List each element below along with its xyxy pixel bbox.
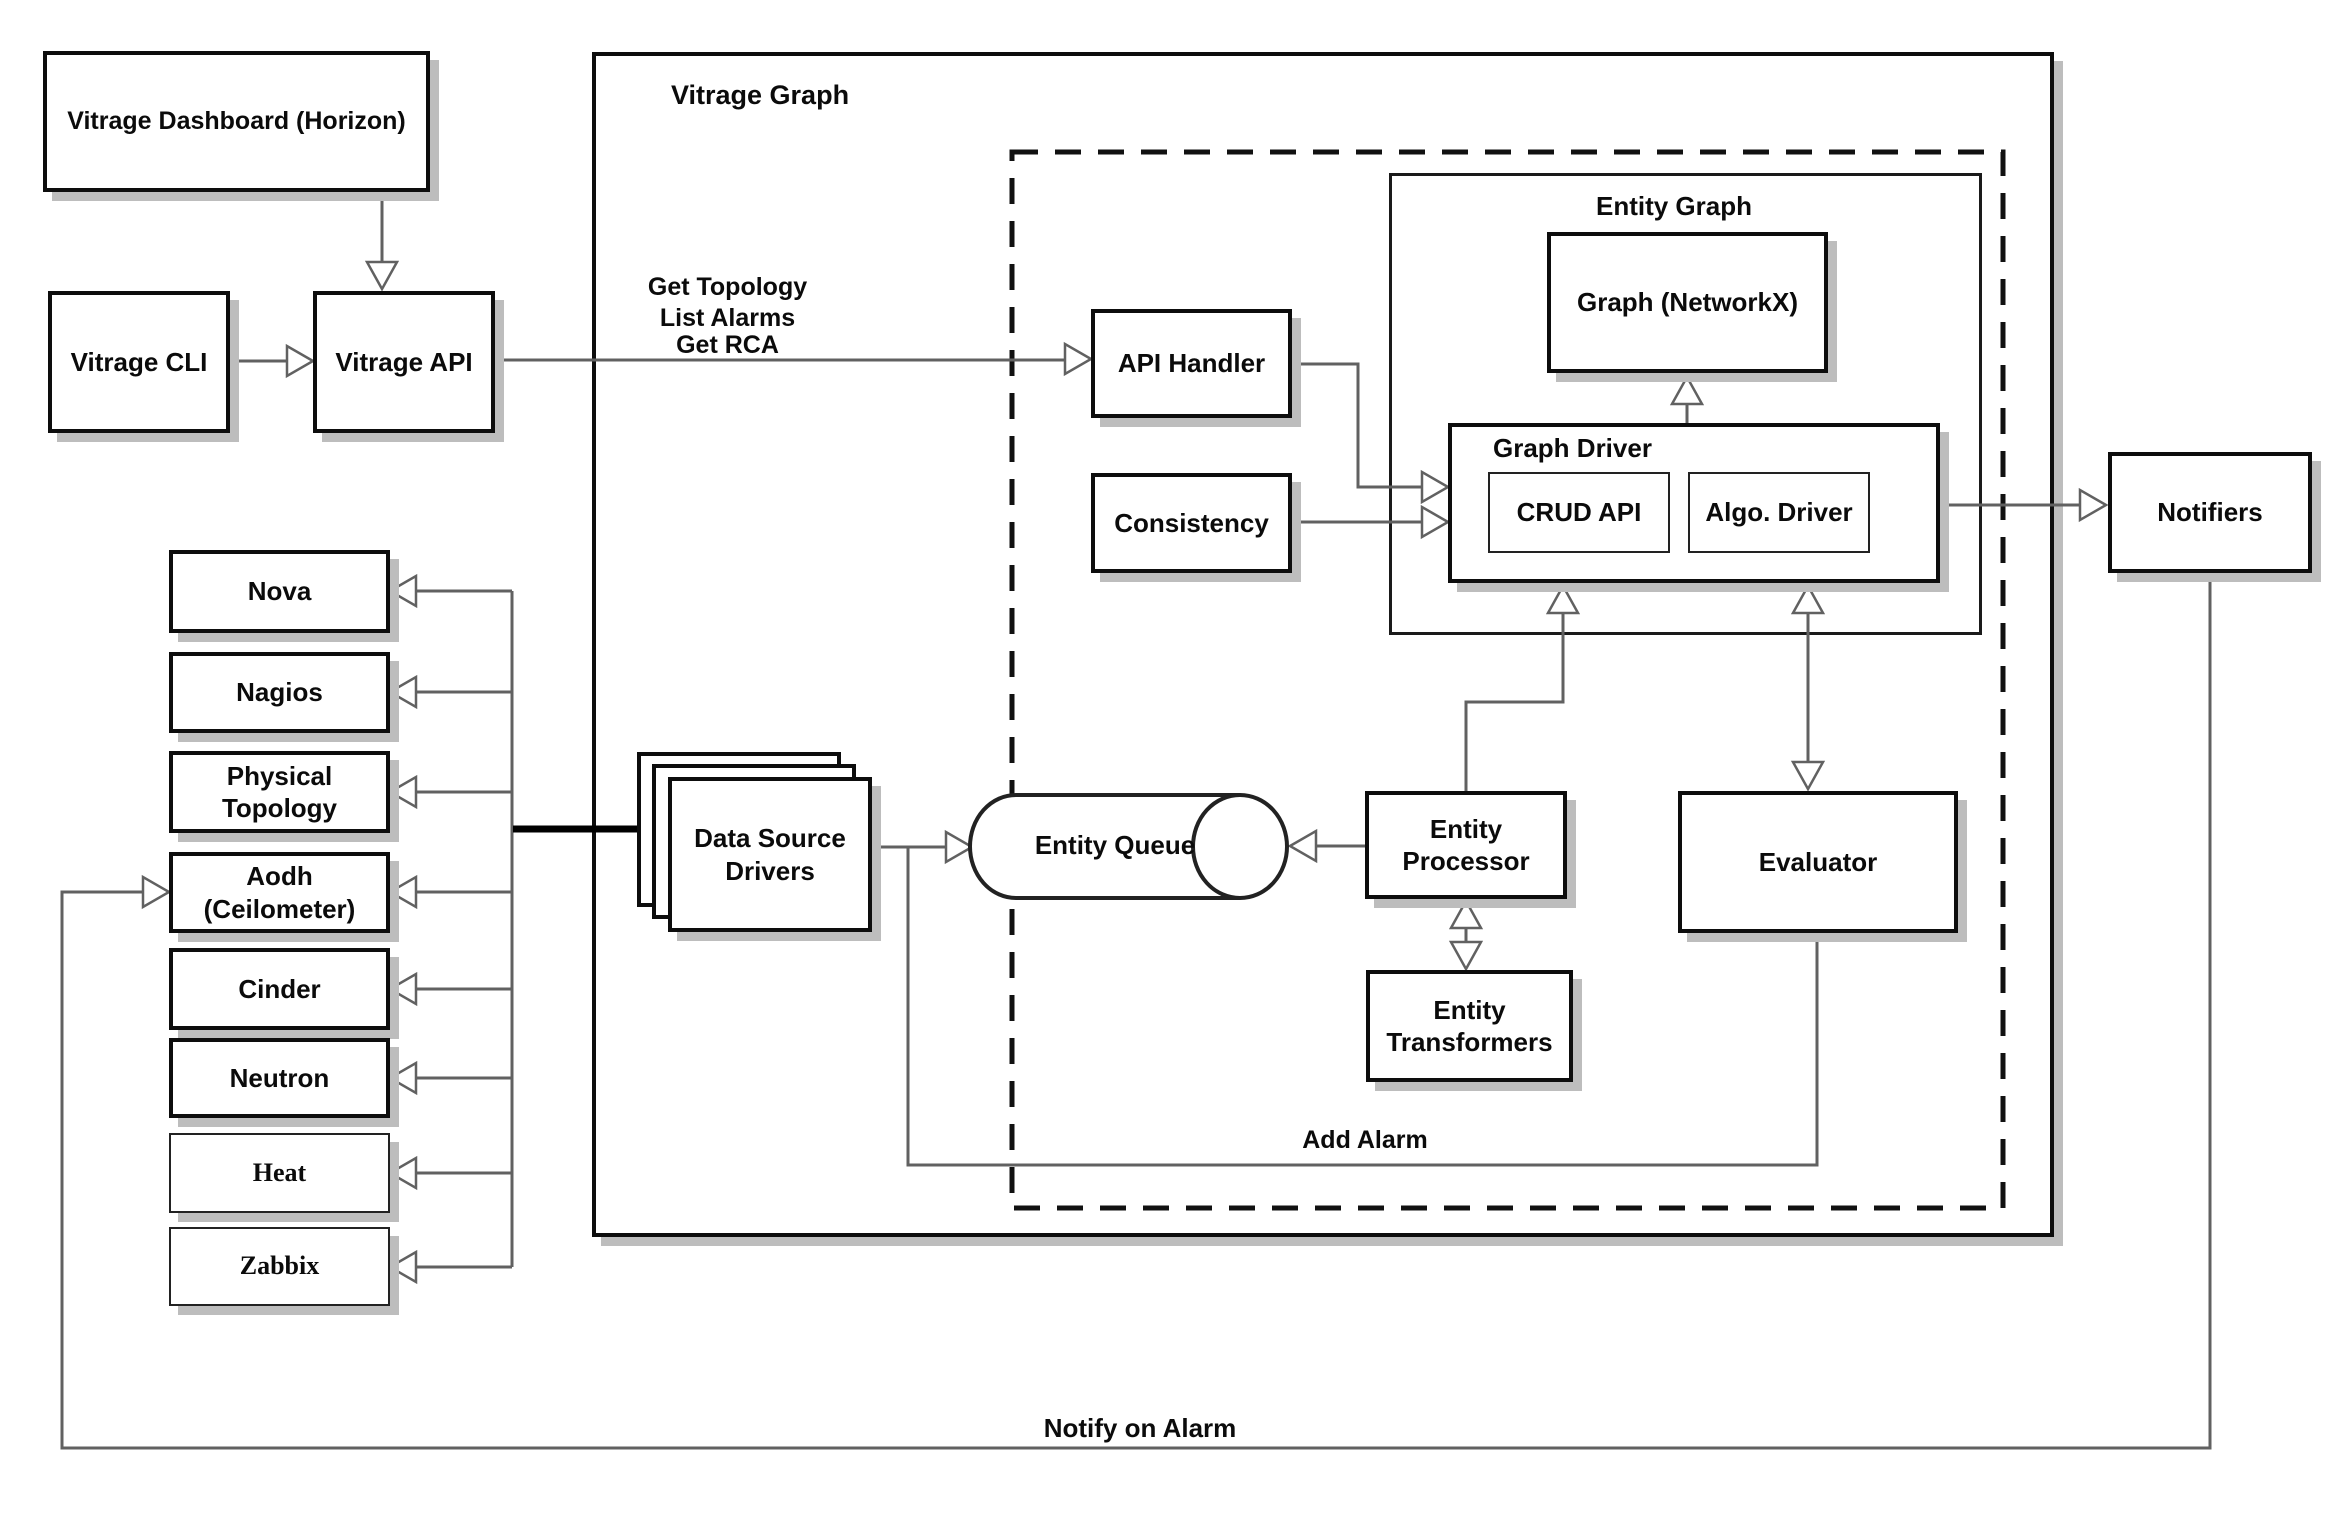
- node-label: Graph (NetworkX): [1576, 287, 1799, 318]
- node-label: Evaluator: [1758, 846, 1878, 877]
- datasource-cinder: [169, 948, 390, 1030]
- edge-label-notify-on-alarm: Notify on Alarm: [1043, 1413, 1237, 1443]
- node-crud-api: [1488, 472, 1670, 553]
- node-label: Vitrage CLI: [70, 346, 208, 377]
- datasource-heat: [169, 1133, 390, 1213]
- edge-label-get-rca: Get RCA: [676, 331, 779, 359]
- node-label: API Handler: [1117, 348, 1266, 379]
- node-label: Entity Transformers: [1386, 994, 1553, 1057]
- node-entity-queue: Entity Queue: [1034, 830, 1196, 860]
- node-label: Vitrage Dashboard (Horizon): [67, 106, 406, 135]
- node-label: Vitrage API: [335, 346, 473, 377]
- vitrage-graph-title: Vitrage Graph: [671, 80, 850, 110]
- node-label: CRUD API: [1516, 497, 1642, 528]
- node-label: Entity Processor: [1402, 813, 1530, 876]
- edge-label-get-topology: Get Topology: [647, 273, 808, 301]
- entity-graph-title: Entity Graph: [1595, 191, 1752, 221]
- datasource-zabbix: [169, 1227, 390, 1306]
- node-label: Cinder: [238, 973, 321, 1004]
- graph-driver-title: Graph Driver: [1493, 433, 1652, 463]
- node-label: Physical Topology: [221, 760, 338, 823]
- node-label: Nova: [247, 576, 312, 607]
- datasource-physical-topology: [169, 751, 390, 833]
- node-label: Notifiers: [2157, 497, 2263, 528]
- node-label: Algo. Driver: [1705, 497, 1853, 528]
- node-label: Consistency: [1114, 507, 1269, 538]
- node-label: Zabbix: [239, 1251, 320, 1281]
- edge-label-list-alarms: List Alarms: [659, 304, 796, 332]
- datasource-nova: [169, 550, 390, 633]
- node-label: Nagios: [236, 677, 323, 708]
- node-label: Aodh (Ceilometer): [203, 861, 356, 924]
- datasource-neutron: [169, 1038, 390, 1118]
- datasource-nagios: [169, 652, 390, 733]
- edge-label-add-alarm: Add Alarm: [1302, 1126, 1428, 1154]
- node-label: Data Source Drivers: [694, 823, 846, 886]
- datasource-aodh-ceilometer: [169, 852, 390, 933]
- node-algo-driver: [1688, 472, 1870, 553]
- node-label: Heat: [252, 1157, 307, 1187]
- node-label: Neutron: [229, 1062, 330, 1093]
